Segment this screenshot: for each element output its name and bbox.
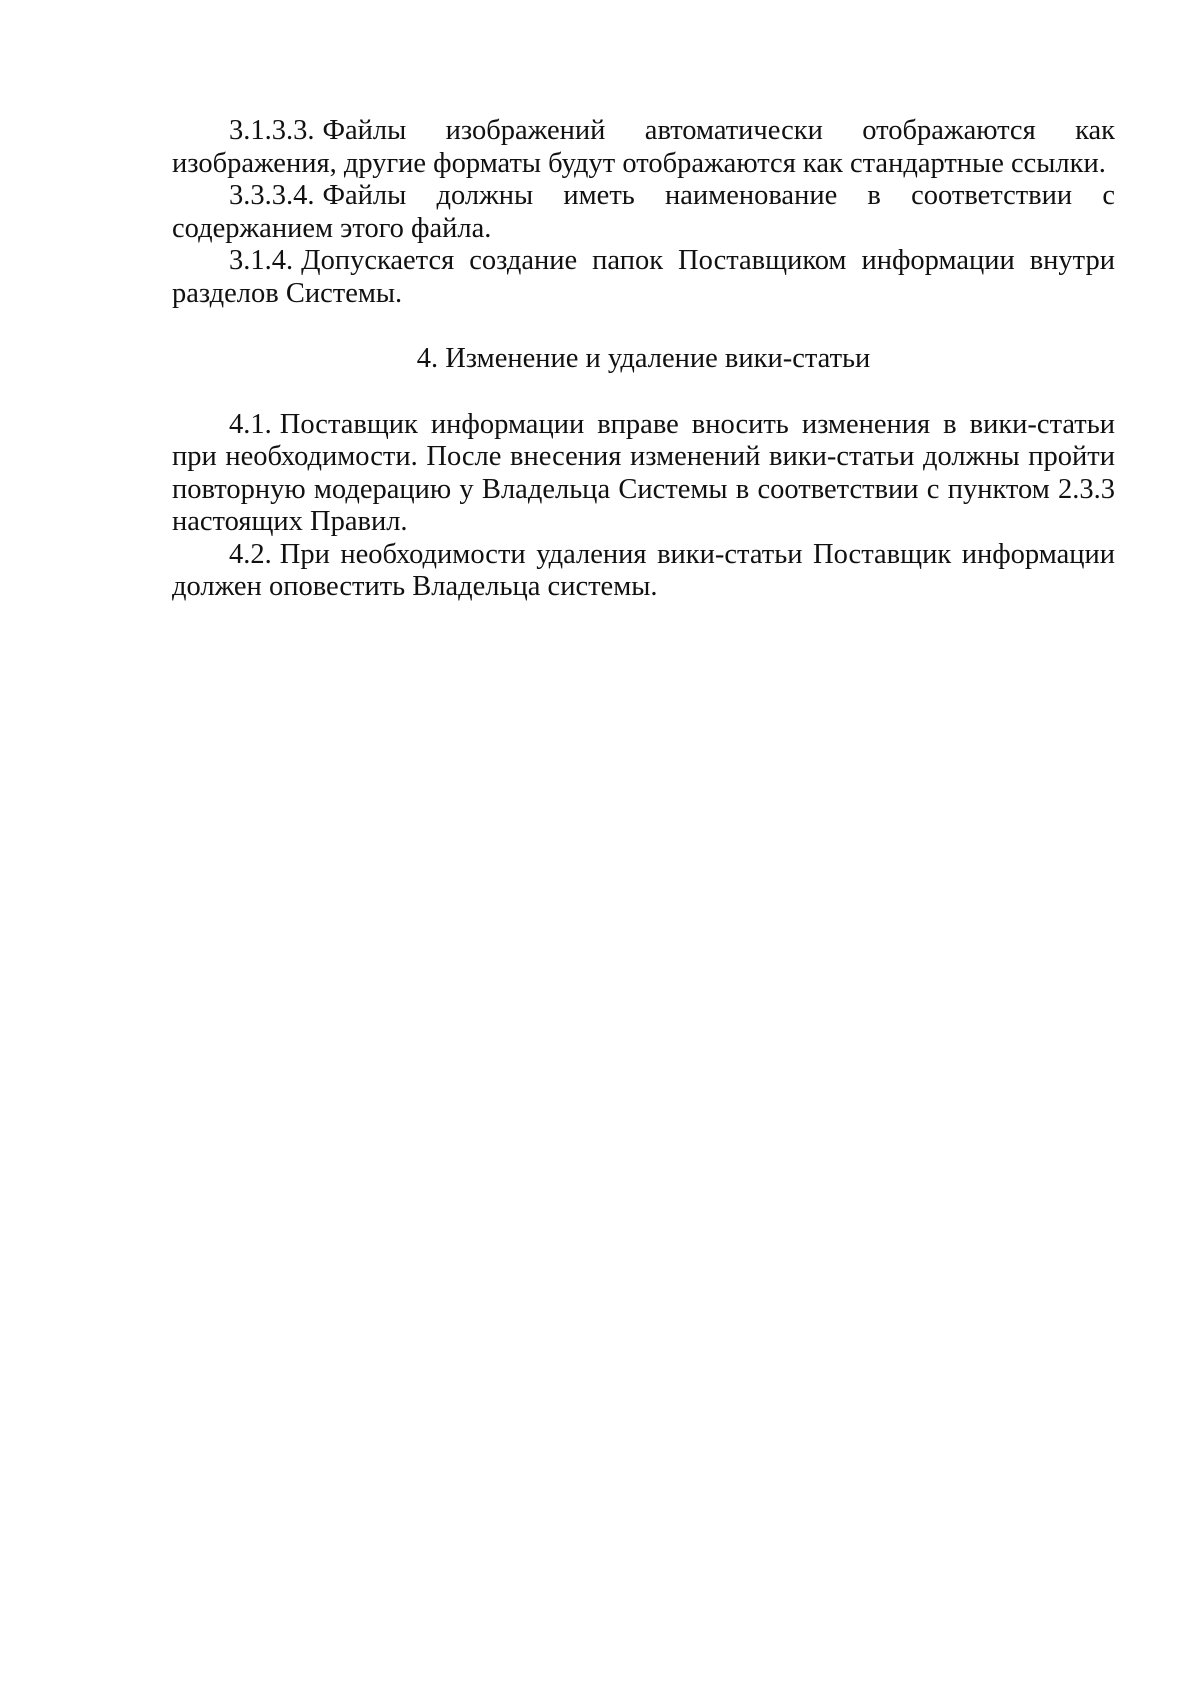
paragraph-text: Поставщик информации вправе вносить изменения в вики-статьи при необходимости. После внесения изменений вики-статьи должны пройти повторную модерацию у Владельца Системы в соответствии с пунктом 2.3.3 настоящих Правил. [172, 408, 1115, 537]
paragraph-text: Файлы изображений автоматически отображаются как изображения, другие форматы будут отображаются как стандартные ссылки. [172, 115, 1115, 179]
paragraph-number: 3.1.3.3. [229, 115, 315, 146]
paragraph-4-2 [172, 539, 1115, 604]
paragraph-number: 3.1.4. [229, 245, 294, 276]
document-body [172, 115, 1115, 604]
paragraph-number: 4.1. [229, 408, 272, 440]
section-heading: 4. Изменение и удаление вики-статьи [416, 343, 871, 374]
paragraph-3-3-3-4 [172, 180, 1115, 245]
paragraph-text: Допускается создание папок Поставщиком информации внутри разделов Системы. [172, 245, 1115, 309]
paragraph-3-1-3-3 [172, 115, 1115, 180]
paragraph-3-1-4 [172, 245, 1115, 310]
paragraph-number: 4.2. [229, 538, 272, 570]
paragraph-text: Файлы должны иметь наименование в соответствии с содержанием этого файла. [172, 180, 1115, 244]
paragraph-text: При необходимости удаления вики-статьи Поставщик информации должен оповестить Владельца системы. [172, 538, 1115, 602]
paragraph-4-1 [172, 409, 1115, 539]
paragraph-number: 3.3.3.4. [229, 180, 315, 211]
